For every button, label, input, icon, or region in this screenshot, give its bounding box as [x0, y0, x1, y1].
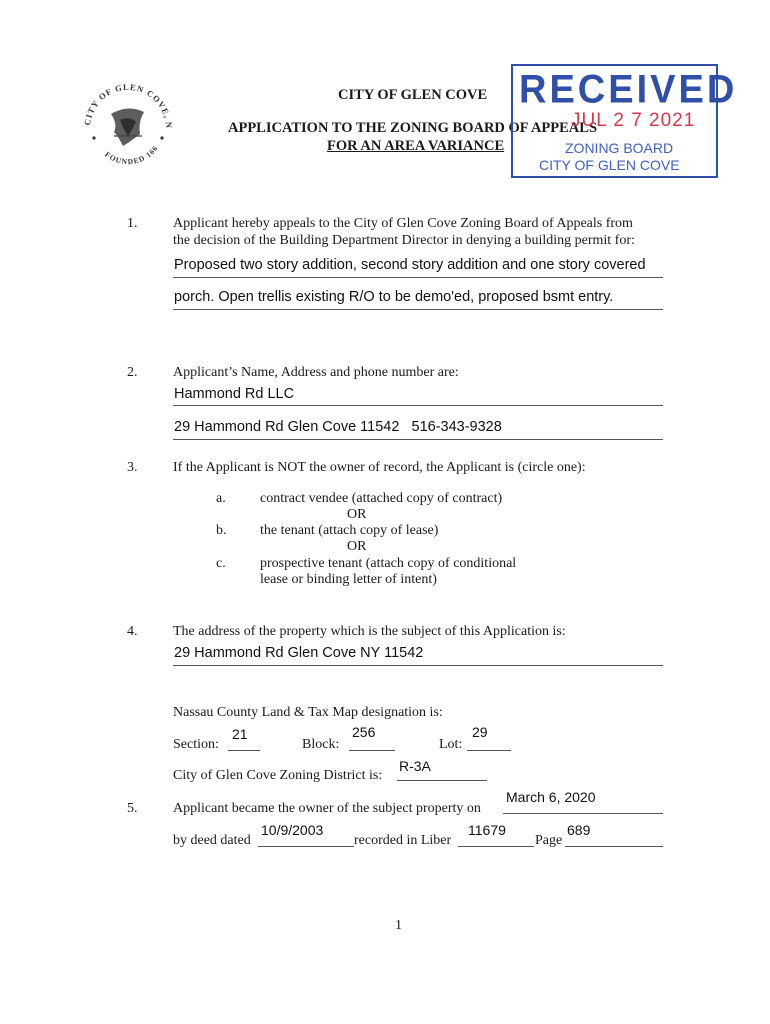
stamp-received-text: RECEIVED — [519, 68, 738, 113]
form-title-line2: FOR AN AREA VARIANCE — [327, 138, 505, 154]
zoning-value[interactable]: R-3A — [399, 758, 431, 774]
page-rule — [565, 846, 663, 847]
zoning-label: City of Glen Cove Zoning District is: — [173, 768, 383, 783]
block-rule — [349, 750, 395, 751]
item1-text-line1: Applicant hereby appeals to the City of Glen Cove Zoning Board of Appeals from — [173, 216, 633, 231]
item1-answer-line2-rule — [173, 309, 663, 310]
lot-label: Lot: — [439, 737, 463, 752]
form-title-line1: APPLICATION TO THE ZONING BOARD OF APPEALS — [228, 120, 598, 136]
item3-or-1: OR — [347, 507, 367, 522]
deed-label: by deed dated — [173, 833, 251, 848]
item2-answer-line2[interactable]: 29 Hammond Rd Glen Cove 11542 516-343-9328 — [174, 419, 502, 435]
stamp-line-zoning: ZONING BOARD — [565, 140, 674, 156]
seal-emblem-icon — [111, 108, 144, 146]
block-value[interactable]: 256 — [352, 724, 376, 740]
liber-rule — [458, 846, 534, 847]
item2-text: Applicant’s Name, Address and phone number are: — [173, 365, 459, 380]
item1-number: 1. — [127, 216, 138, 231]
liber-label: recorded in Liber — [354, 833, 452, 848]
seal-graphic — [78, 76, 178, 176]
block-label: Block: — [302, 737, 340, 752]
item4-answer[interactable]: 29 Hammond Rd Glen Cove NY 11542 — [174, 645, 424, 661]
item3-option-c-letter: c. — [216, 556, 226, 571]
page-value[interactable]: 689 — [567, 822, 591, 838]
stamp-line-city: CITY OF GLEN COVE — [539, 157, 680, 173]
item3-option-b-letter: b. — [216, 523, 227, 538]
item1-answer-line2[interactable]: porch. Open trellis existing R/O to be demo'ed, proposed bsmt entry. — [174, 289, 614, 305]
item1-answer-line1[interactable]: Proposed two story addition, second story addition and one story covered — [174, 257, 646, 273]
page-label: Page — [535, 833, 563, 848]
item2-number: 2. — [127, 365, 138, 380]
item4-answer-rule — [173, 665, 663, 666]
item2-answer-line1[interactable]: Hammond Rd LLC — [174, 386, 295, 402]
owner-date-rule — [503, 813, 663, 814]
item1-answer-line1-rule — [173, 277, 663, 278]
lot-value[interactable]: 29 — [472, 724, 488, 740]
item3-option-c-text[interactable]: prospective tenant (attach copy of conditional — [260, 556, 517, 571]
item3-text: If the Applicant is NOT the owner of record, the Applicant is (circle one): — [173, 460, 586, 475]
item1-text-line2: the decision of the Building Department Director in denying a building permit for: — [173, 233, 635, 248]
item3-number: 3. — [127, 460, 138, 475]
item4-number: 4. — [127, 624, 138, 639]
page-number: 1 — [395, 918, 402, 933]
tax-map-label: Nassau County Land & Tax Map designation is: — [173, 705, 443, 720]
received-stamp — [511, 64, 738, 178]
item3-option-a-letter: a. — [216, 491, 226, 506]
item5-number: 5. — [127, 801, 138, 816]
seal-text-top: CITY OF GLEN COVE, N — [82, 81, 175, 130]
liber-value[interactable]: 11679 — [468, 822, 506, 838]
seal-text-bottom: FOUNDED 166 — [103, 143, 160, 167]
city-name: CITY OF GLEN COVE — [338, 87, 488, 103]
deed-date-value[interactable]: 10/9/2003 — [261, 822, 324, 838]
city-seal — [78, 76, 178, 176]
lot-rule — [467, 750, 511, 751]
item3-option-a-text[interactable]: contract vendee (attached copy of contract) — [260, 491, 503, 506]
section-value[interactable]: 21 — [232, 726, 248, 742]
deed-date-rule — [258, 846, 354, 847]
stamp-date: JUL 2 7 2021 — [571, 110, 696, 131]
item4-text: The address of the property which is the subject of this Application is: — [173, 624, 566, 639]
item3-option-b-text[interactable]: the tenant (attach copy of lease) — [260, 523, 439, 538]
owner-date-value[interactable]: March 6, 2020 — [506, 789, 596, 805]
zoning-rule — [397, 780, 487, 781]
item3-option-c-text2: lease or binding letter of intent) — [260, 572, 437, 587]
section-rule — [228, 750, 260, 751]
section-label: Section: — [173, 737, 219, 752]
item5-text: Applicant became the owner of the subject property on — [173, 801, 481, 816]
item2-answer-line2-rule — [173, 439, 663, 440]
item3-or-2: OR — [347, 539, 367, 554]
item2-answer-line1-rule — [173, 405, 663, 406]
